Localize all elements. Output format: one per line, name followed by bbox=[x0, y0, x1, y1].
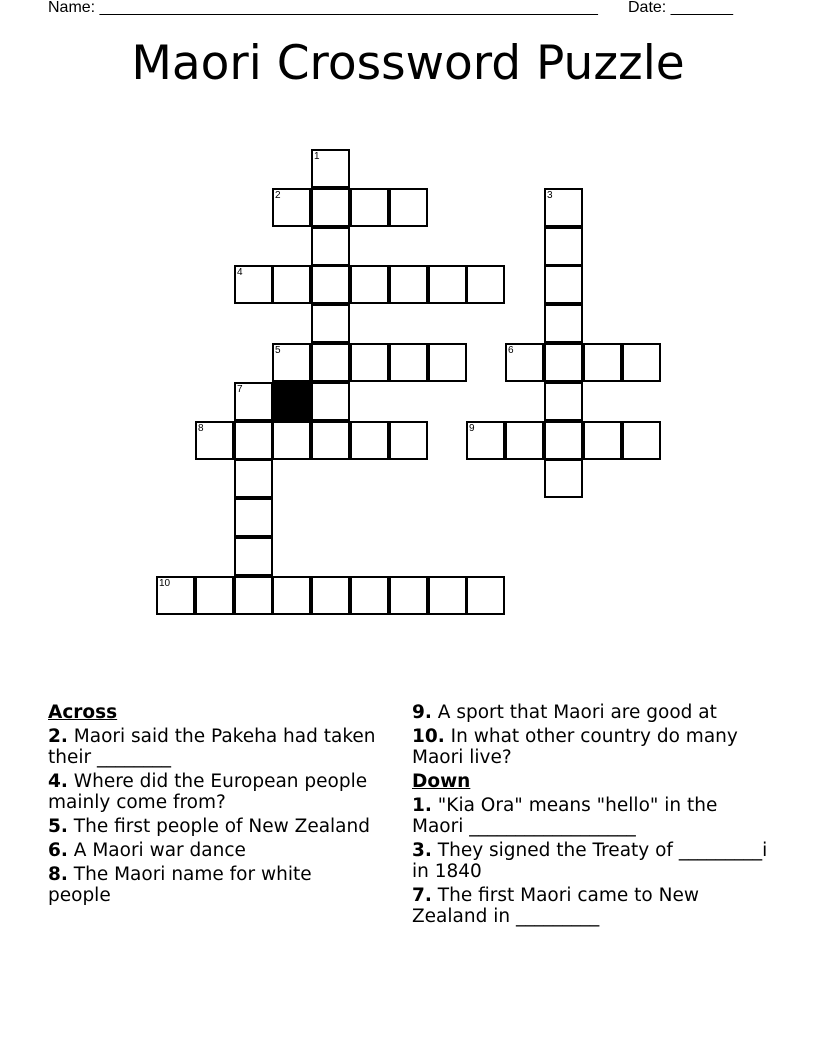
grid-cell[interactable] bbox=[234, 421, 273, 460]
date-field-label[interactable]: Date: _______ bbox=[628, 0, 733, 16]
across-heading: Across bbox=[48, 702, 118, 723]
grid-cell[interactable] bbox=[311, 343, 350, 382]
grid-cell[interactable] bbox=[311, 421, 350, 460]
clue-down-1: 1. "Kia Ora" means "hello" in the Maori __________________ bbox=[412, 795, 718, 837]
grid-cell[interactable] bbox=[428, 343, 467, 382]
grid-cell[interactable] bbox=[311, 227, 350, 266]
grid-cell-5[interactable] bbox=[272, 343, 311, 382]
grid-cell[interactable] bbox=[272, 421, 311, 460]
grid-cell[interactable] bbox=[389, 343, 428, 382]
grid-cell[interactable] bbox=[311, 188, 350, 227]
clue-number: 10 bbox=[159, 578, 171, 589]
grid-cell[interactable] bbox=[234, 537, 273, 576]
grid-cell[interactable] bbox=[272, 576, 311, 615]
clue-down-7: 7. The first Maori came to New Zealand in _________ bbox=[412, 885, 699, 927]
grid-cell[interactable] bbox=[466, 576, 505, 615]
grid-block bbox=[272, 382, 311, 421]
grid-cell-4[interactable] bbox=[234, 265, 273, 304]
grid-cell[interactable] bbox=[272, 265, 311, 304]
clue-down-3: 3. They signed the Treaty of _________i in 1840 bbox=[412, 840, 768, 882]
grid-cell[interactable] bbox=[350, 421, 389, 460]
grid-cell[interactable] bbox=[622, 421, 661, 460]
grid-cell[interactable] bbox=[544, 265, 583, 304]
clues-left-column bbox=[48, 702, 378, 909]
clue-number: 3 bbox=[547, 190, 553, 201]
clue-number: 2 bbox=[275, 190, 281, 201]
grid-cell-6[interactable] bbox=[505, 343, 544, 382]
clue-across-8: 8. The Maori name for white people bbox=[48, 864, 312, 906]
clue-across-2: 2. Maori said the Pakeha had taken their ________ bbox=[48, 726, 376, 768]
clue-across-10: 10. In what other country do many Maori live? bbox=[412, 726, 738, 768]
clues-right-column bbox=[412, 702, 772, 930]
grid-cell-3[interactable] bbox=[544, 188, 583, 227]
grid-cell-2[interactable] bbox=[272, 188, 311, 227]
clue-number: 5 bbox=[275, 345, 281, 356]
grid-cell[interactable] bbox=[622, 343, 661, 382]
clue-across-5: 5. The first people of New Zealand bbox=[48, 816, 370, 837]
grid-cell[interactable] bbox=[428, 265, 467, 304]
grid-cell[interactable] bbox=[389, 188, 428, 227]
grid-cell[interactable] bbox=[350, 265, 389, 304]
clue-number: 9 bbox=[469, 423, 475, 434]
grid-cell[interactable] bbox=[544, 421, 583, 460]
grid-cell-7[interactable] bbox=[234, 382, 273, 421]
clue-number: 4 bbox=[237, 267, 243, 278]
grid-cell[interactable] bbox=[583, 421, 622, 460]
grid-cell[interactable] bbox=[544, 227, 583, 266]
clue-across-4: 4. Where did the European people mainly come from? bbox=[48, 771, 368, 813]
grid-cell-10[interactable] bbox=[156, 576, 195, 615]
down-heading: Down bbox=[412, 771, 471, 792]
grid-cell[interactable] bbox=[389, 421, 428, 460]
grid-cell[interactable] bbox=[195, 576, 234, 615]
grid-cell[interactable] bbox=[350, 343, 389, 382]
grid-cell[interactable] bbox=[350, 576, 389, 615]
grid-cell[interactable] bbox=[544, 459, 583, 498]
grid-cell[interactable] bbox=[466, 265, 505, 304]
clue-number: 7 bbox=[237, 384, 243, 395]
page-title: Maori Crossword Puzzle bbox=[131, 36, 685, 91]
grid-cell[interactable] bbox=[389, 576, 428, 615]
grid-cell[interactable] bbox=[544, 343, 583, 382]
grid-cell[interactable] bbox=[583, 343, 622, 382]
grid-cell-9[interactable] bbox=[466, 421, 505, 460]
clue-across-9: 9. A sport that Maori are good at bbox=[412, 702, 717, 723]
grid-cell[interactable] bbox=[544, 382, 583, 421]
clue-number: 1 bbox=[314, 151, 320, 162]
grid-cell[interactable] bbox=[234, 576, 273, 615]
grid-cell[interactable] bbox=[311, 576, 350, 615]
grid-cell-8[interactable] bbox=[195, 421, 234, 460]
grid-cell[interactable] bbox=[389, 265, 428, 304]
grid-cell[interactable] bbox=[311, 382, 350, 421]
clue-number: 6 bbox=[508, 345, 514, 356]
grid-cell[interactable] bbox=[234, 498, 273, 537]
grid-cell[interactable] bbox=[311, 304, 350, 343]
clue-across-6: 6. A Maori war dance bbox=[48, 840, 246, 861]
grid-cell[interactable] bbox=[428, 576, 467, 615]
grid-cell[interactable] bbox=[505, 421, 544, 460]
grid-cell[interactable] bbox=[544, 304, 583, 343]
grid-cell-1[interactable] bbox=[311, 149, 350, 188]
grid-cell[interactable] bbox=[234, 459, 273, 498]
clue-number: 8 bbox=[198, 423, 204, 434]
name-field-label[interactable]: Name: ________________________________________________________ bbox=[48, 0, 598, 16]
grid-cell[interactable] bbox=[311, 265, 350, 304]
grid-cell[interactable] bbox=[350, 188, 389, 227]
